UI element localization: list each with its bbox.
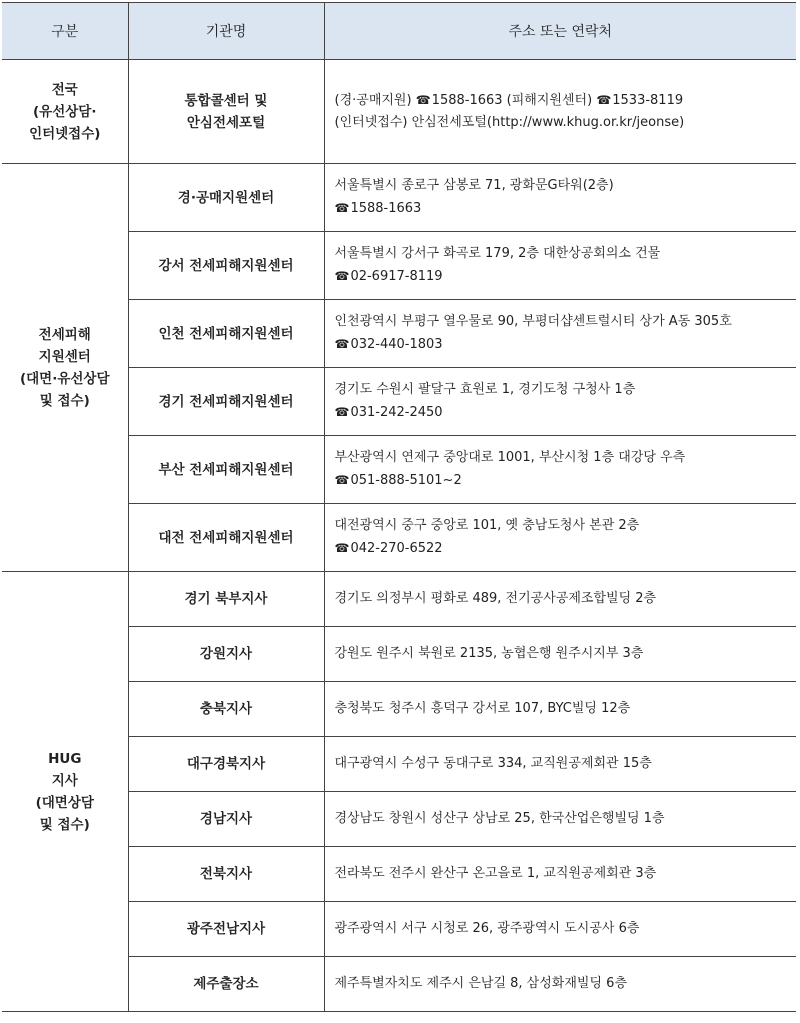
org-name: 대전 전세피해지원센터 [128, 504, 324, 572]
category-line: (대면상담 [35, 794, 94, 811]
category-line: 및 접수) [39, 816, 90, 833]
category-line: (대면·유선상담 [19, 370, 110, 387]
org-name: 광주전남지사 [128, 902, 324, 957]
label-auction-support: (경·공매지원) [334, 93, 412, 108]
org-name: 제주출장소 [128, 957, 324, 1012]
address-text: 인천광역시 부평구 열우물로 90, 부평더샵센트럴시티 상가 A동 305호 [334, 314, 732, 329]
phone-number: 051-888-5101~2 [350, 473, 462, 488]
address-text: 대전광역시 중구 중앙로 101, 옛 충남도청사 본관 2층 [334, 518, 640, 533]
address-cell: 경기도 의정부시 평화로 489, 전기공사공제조합빌딩 2층 [324, 572, 796, 627]
phone-icon: ☎ [334, 405, 350, 419]
address-text: 부산광역시 연제구 중앙대로 1001, 부산시청 1층 대강당 우측 [334, 450, 686, 465]
address-cell: 대구광역시 수성구 동대구로 334, 교직원공제회관 15층 [324, 737, 796, 792]
org-name: 인천 전세피해지원센터 [128, 300, 324, 368]
org-line: 안심전세포털 [186, 114, 266, 131]
address-text: 경기도 수원시 팔달구 효원로 1, 경기도청 구청사 1층 [334, 382, 636, 397]
org-call-center [128, 60, 324, 164]
table-row [2, 572, 796, 627]
address-cell [324, 436, 796, 504]
category-line: 지사 [51, 772, 78, 789]
category-hug-branch [2, 572, 128, 1012]
header-row [2, 3, 796, 60]
phone-number: 1588-1663 [350, 201, 422, 216]
org-name: 경남지사 [128, 792, 324, 847]
org-name: 경기 전세피해지원센터 [128, 368, 324, 436]
phone-icon: ☎ [415, 93, 431, 107]
address-cell: 충청북도 청주시 흥덕구 강서로 107, BYC빌딩 12층 [324, 682, 796, 737]
contact-table [2, 2, 796, 1012]
category-line: (유선상담· [33, 103, 97, 120]
category-line: HUG [48, 750, 82, 767]
phone-number: 032-440-1803 [350, 337, 443, 352]
address-cell: 경상남도 창원시 성산구 상남로 25, 한국산업은행빌딩 1층 [324, 792, 796, 847]
address-text: 서울특별시 강서구 화곡로 179, 2층 대한상공회의소 건물 [334, 246, 661, 261]
contact-line-2: (인터넷접수) 안심전세포털(http://www.khug.or.kr/jeonse) [334, 115, 685, 130]
phone-number: 042-270-6522 [350, 541, 443, 556]
org-name: 강원지사 [128, 627, 324, 682]
phone-icon: ☎ [334, 473, 350, 487]
category-support-center [2, 164, 128, 572]
phone-line [335, 537, 797, 560]
address-cell [324, 504, 796, 572]
org-name: 부산 전세피해지원센터 [128, 436, 324, 504]
category-line: 지원센터 [38, 348, 91, 365]
address-cell: 광주광역시 서구 시청로 26, 광주광역시 도시공사 6층 [324, 902, 796, 957]
phone-number: 02-6917-8119 [350, 269, 443, 284]
address-cell: 전라북도 전주시 완산구 온고을로 1, 교직원공제회관 3층 [324, 847, 796, 902]
phone-icon: ☎ [334, 337, 350, 351]
header-category: 구분 [2, 3, 128, 60]
address-text: 서울특별시 종로구 삼봉로 71, 광화문G타워(2층) [334, 178, 614, 193]
org-line: 통합콜센터 및 [184, 92, 268, 109]
table-row [2, 60, 796, 164]
phone-line [335, 265, 797, 288]
phone-number: 1533-8119 [612, 93, 684, 108]
org-name: 충북지사 [128, 682, 324, 737]
org-name: 경기 북부지사 [128, 572, 324, 627]
address-cell [324, 300, 796, 368]
label-damage-support: (피해지원센터) [506, 93, 593, 108]
phone-line [335, 197, 797, 220]
address-cell: 제주특별자치도 제주시 은남길 8, 삼성화재빌딩 6층 [324, 957, 796, 1012]
header-address-contact: 주소 또는 연락처 [324, 3, 796, 60]
address-cell: 강원도 원주시 북원로 2135, 농협은행 원주시지부 3층 [324, 627, 796, 682]
phone-icon: ☎ [596, 93, 612, 107]
contact-line-1 [335, 89, 797, 112]
phone-line [335, 333, 797, 356]
header-organization: 기관명 [128, 3, 324, 60]
phone-icon: ☎ [334, 269, 350, 283]
category-line: 전세피해 [38, 326, 91, 343]
org-name: 경·공매지원센터 [128, 164, 324, 232]
category-national [2, 60, 128, 164]
category-line: 전국 [51, 81, 78, 98]
table-row [2, 164, 796, 232]
phone-number: 031-242-2450 [350, 405, 443, 420]
phone-number: 1588-1663 [431, 93, 503, 108]
phone-line [335, 401, 797, 424]
phone-line [335, 469, 797, 492]
address-cell [324, 368, 796, 436]
address-cell [324, 232, 796, 300]
category-line: 및 접수) [39, 392, 90, 409]
phone-icon: ☎ [334, 541, 350, 555]
phone-icon: ☎ [334, 201, 350, 215]
org-name: 강서 전세피해지원센터 [128, 232, 324, 300]
org-name: 대구경북지사 [128, 737, 324, 792]
contact-national [324, 60, 796, 164]
org-name: 전북지사 [128, 847, 324, 902]
category-line: 인터넷접수) [29, 125, 101, 142]
address-cell [324, 164, 796, 232]
